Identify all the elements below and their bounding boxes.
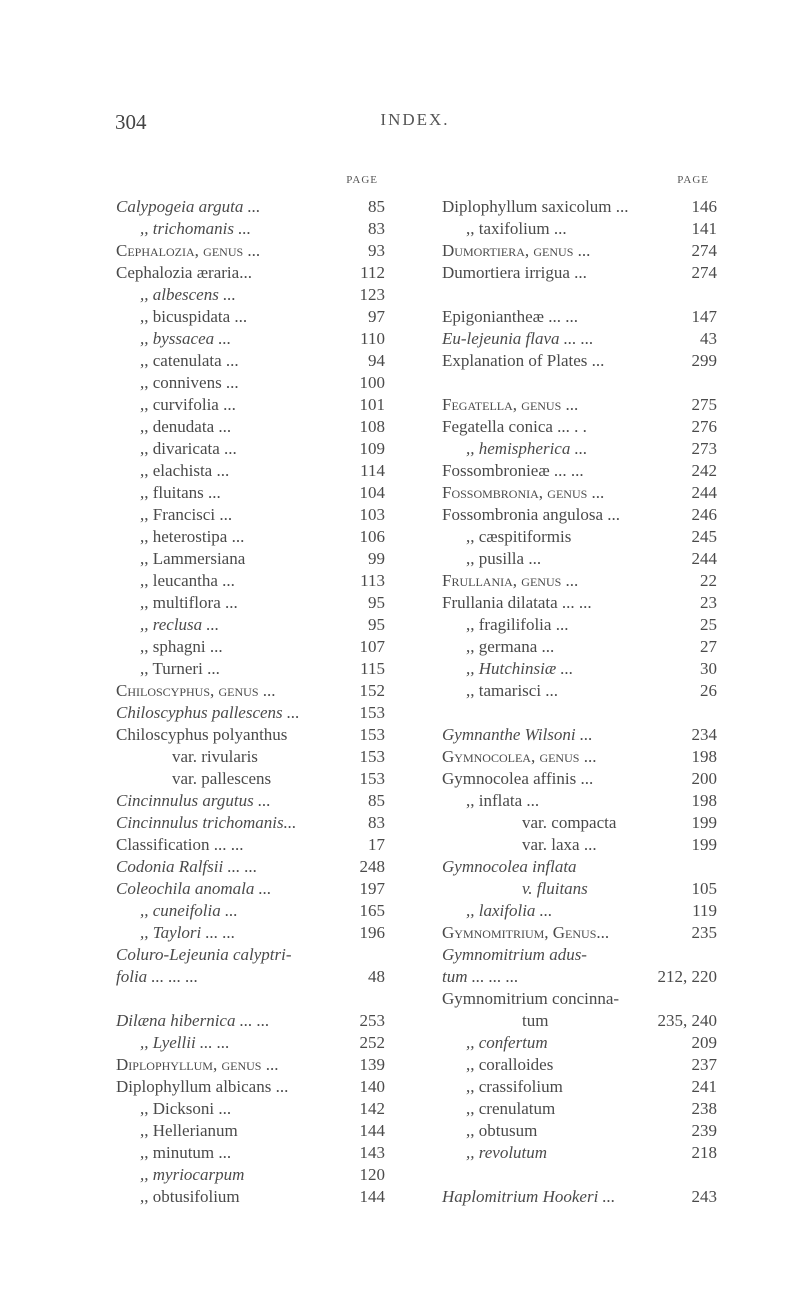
entry-page-number: 108 <box>359 417 385 436</box>
index-entry <box>442 1054 717 1076</box>
entry-text: Cincinnulus argutus ... <box>116 791 271 810</box>
entry-page-number: 105 <box>691 879 717 898</box>
entry-text: ,, trichomanis ... <box>140 219 251 238</box>
index-entry <box>116 834 450 856</box>
index-entry <box>442 988 717 1010</box>
index-entry <box>116 746 450 768</box>
entry-text: ,, Lammersiana <box>140 549 246 568</box>
entry-text: ,, connivens ... <box>140 373 239 392</box>
entry-text: ,, leucantha ... <box>140 571 235 590</box>
entry-text: Coluro-Lejeunia calyptri- <box>116 945 292 964</box>
index-entry <box>116 944 450 966</box>
index-entry <box>116 1054 450 1076</box>
entry-text: Gymnocolea, genus ... <box>442 747 597 766</box>
entry-text: ,, reclusa ... <box>140 615 220 634</box>
index-entry <box>442 504 717 526</box>
entry-page-number: 165 <box>359 901 385 920</box>
index-entry <box>116 988 450 1010</box>
entry-text: ,, Lyellii ... ... <box>140 1033 230 1052</box>
index-entry <box>116 856 450 878</box>
index-entry <box>116 1010 450 1032</box>
entry-page-number: 234 <box>691 725 717 744</box>
index-entry <box>442 878 717 900</box>
entry-text: ,, albescens ... <box>140 285 236 304</box>
entry-page-number: 142 <box>359 1099 385 1118</box>
entry-page-number: 17 <box>368 835 385 854</box>
entry-text: ,, Hutchinsiæ ... <box>466 659 574 678</box>
entry-page-number: 235 <box>691 923 717 942</box>
entry-page-number: 143 <box>359 1143 385 1162</box>
index-entry <box>442 944 717 966</box>
entry-text: Fossombronia angulosa ... <box>442 505 621 524</box>
entry-text: Fegatella, genus ... <box>442 395 579 414</box>
index-entry <box>442 1186 717 1208</box>
entry-page-number: 153 <box>359 725 385 744</box>
entry-page-number: 274 <box>691 263 717 282</box>
entry-text: Chiloscyphus pallescens ... <box>116 703 300 722</box>
index-entry <box>442 218 717 240</box>
entry-page-number: 248 <box>359 857 385 876</box>
entry-page-number: 112 <box>360 263 385 282</box>
entry-page-number: 241 <box>691 1077 717 1096</box>
entry-text: ,, denudata ... <box>140 417 232 436</box>
entry-page-number: 144 <box>359 1187 385 1206</box>
entry-page-number: 140 <box>359 1077 385 1096</box>
entry-text: Haplomitrium Hookeri ... <box>442 1187 616 1206</box>
entry-text: Diplophyllum saxicolum ... <box>442 197 629 216</box>
entry-text: Coleochila anomala ... <box>116 879 272 898</box>
entry-text: ,, confertum <box>466 1033 548 1052</box>
index-entry <box>116 504 450 526</box>
entry-text: Calypogeia arguta ... <box>116 197 261 216</box>
entry-text: ,, tamarisci ... <box>466 681 559 700</box>
entry-page-number: 48 <box>368 967 385 986</box>
entry-text: Chiloscyphus polyanthus <box>116 725 288 744</box>
index-entry <box>442 262 717 284</box>
entry-page-number: 103 <box>359 505 385 524</box>
entry-page-number: 209 <box>691 1033 717 1052</box>
entry-text: ,, sphagni ... <box>140 637 223 656</box>
index-entry <box>442 284 717 306</box>
entry-page-number: 299 <box>691 351 717 370</box>
entry-text: Frullania dilatata ... ... <box>442 593 592 612</box>
entry-page-number: 95 <box>368 615 385 634</box>
entry-text: ,, crassifolium <box>466 1077 563 1096</box>
entry-text: folia ... ... ... <box>116 967 199 986</box>
entry-page-number: 107 <box>359 637 385 656</box>
entry-text: ,, germana ... <box>466 637 555 656</box>
entry-page-number: 244 <box>691 549 717 568</box>
index-entry <box>116 284 450 306</box>
entry-text: Gymnomitrium concinna- <box>442 989 620 1008</box>
entry-page-number: 106 <box>359 527 385 546</box>
entry-page-number: 198 <box>691 747 717 766</box>
index-entry <box>442 1098 717 1120</box>
entry-text: Cephalozia æraria... <box>116 263 252 282</box>
entry-text: ,, Dicksoni ... <box>140 1099 232 1118</box>
entry-page-number: 26 <box>700 681 717 700</box>
index-entry <box>116 1032 450 1054</box>
entry-page-number: 113 <box>360 571 385 590</box>
entry-page-number: 239 <box>691 1121 717 1140</box>
entry-text: ,, byssacea ... <box>140 329 232 348</box>
entry-page-number: 94 <box>368 351 385 370</box>
index-entry <box>442 834 717 856</box>
index-entry <box>116 372 450 394</box>
entry-page-number: 43 <box>700 329 717 348</box>
index-entry <box>442 1142 717 1164</box>
page-number: 304 <box>115 110 147 134</box>
index-entry <box>116 460 450 482</box>
entry-page-number: 30 <box>700 659 717 678</box>
entry-page-number: 199 <box>691 813 717 832</box>
page-header <box>115 110 715 136</box>
entry-text: Dumortiera irrigua ... <box>442 263 587 282</box>
entry-text: ,, myriocarpum <box>140 1165 245 1184</box>
index-entry <box>442 416 717 438</box>
entry-text: ,, divaricata ... <box>140 439 237 458</box>
entry-page-number: 123 <box>359 285 385 304</box>
index-entry <box>116 790 450 812</box>
index-entry <box>442 724 717 746</box>
entry-page-number: 153 <box>359 769 385 788</box>
entry-text: ,, fragilifolia ... <box>466 615 569 634</box>
entry-page-number: 153 <box>359 747 385 766</box>
entry-page-number: 99 <box>368 549 385 568</box>
index-entry <box>116 416 450 438</box>
index-entry <box>116 768 450 790</box>
entry-page-number: 114 <box>360 461 385 480</box>
index-entry <box>442 526 717 548</box>
index-entry <box>442 592 717 614</box>
entry-text: var. laxa ... <box>522 835 597 854</box>
entry-text: v. fluitans <box>522 879 588 898</box>
index-entry <box>442 240 717 262</box>
entry-page-number: 95 <box>368 593 385 612</box>
entry-text: Fegatella conica ... . . <box>442 417 587 436</box>
entry-text: tum ... ... ... <box>442 967 519 986</box>
entry-page-number: 235, 240 <box>657 1011 717 1030</box>
index-entry <box>116 482 450 504</box>
entry-page-number: 83 <box>368 813 385 832</box>
column-heading: PAGE <box>346 174 378 186</box>
entry-page-number: 115 <box>360 659 385 678</box>
index-entry <box>442 1120 717 1142</box>
index-entry <box>116 1142 450 1164</box>
entry-page-number: 152 <box>359 681 385 700</box>
entry-page-number: 199 <box>691 835 717 854</box>
index-entry <box>116 1164 450 1186</box>
index-entry <box>116 570 450 592</box>
entry-page-number: 97 <box>368 307 385 326</box>
entry-text: Fossombronia, genus ... <box>442 483 605 502</box>
entry-text: Frullania, genus ... <box>442 571 579 590</box>
index-entry <box>442 922 717 944</box>
entry-text: var. compacta <box>522 813 617 832</box>
entry-text: Diplophyllum albicans ... <box>116 1077 289 1096</box>
index-entry <box>442 306 717 328</box>
entry-text: Fossombronieæ ... ... <box>442 461 584 480</box>
entry-page-number: 153 <box>359 703 385 722</box>
entry-text: ,, inflata ... <box>466 791 540 810</box>
entry-page-number: 83 <box>368 219 385 238</box>
index-entry <box>116 702 450 724</box>
index-entry <box>116 328 450 350</box>
entry-page-number: 200 <box>691 769 717 788</box>
running-title: INDEX. <box>380 110 450 129</box>
index-entry <box>116 658 450 680</box>
entry-text: ,, obtusum <box>466 1121 538 1140</box>
entry-page-number: 119 <box>692 901 717 920</box>
entry-page-number: 104 <box>359 483 385 502</box>
entry-page-number: 275 <box>691 395 717 414</box>
entry-text: Dilæna hibernica ... ... <box>116 1011 270 1030</box>
entry-page-number: 120 <box>359 1165 385 1184</box>
entry-text: var. pallescens <box>172 769 272 788</box>
index-entry <box>116 614 450 636</box>
entry-text: ,, revolutum <box>466 1143 548 1162</box>
entry-text: Chiloscyphus, genus ... <box>116 681 276 700</box>
entry-page-number: 101 <box>359 395 385 414</box>
index-entry <box>116 680 450 702</box>
index-entry <box>442 460 717 482</box>
entry-page-number: 25 <box>700 615 717 634</box>
index-entry <box>442 482 717 504</box>
index-column-right <box>442 174 717 1208</box>
entry-text: ,, minutum ... <box>140 1143 232 1162</box>
index-entry <box>442 702 717 724</box>
entry-text: ,, Taylori ... ... <box>140 923 236 942</box>
entry-text: Gymnanthe Wilsoni ... <box>442 725 593 744</box>
index-entry <box>442 328 717 350</box>
entry-text: ,, fluitans ... <box>140 483 221 502</box>
entry-text: Cephalozia, genus ... <box>116 241 261 260</box>
entry-text: ,, cuneifolia ... <box>140 901 238 920</box>
index-entry <box>442 768 717 790</box>
index-entry <box>442 614 717 636</box>
entry-text: ,, Hellerianum <box>140 1121 238 1140</box>
entry-page-number: 237 <box>691 1055 717 1074</box>
entry-page-number: 100 <box>359 373 385 392</box>
index-entry <box>442 438 717 460</box>
entry-page-number: 141 <box>691 219 717 238</box>
entry-page-number: 243 <box>691 1187 717 1206</box>
index-entry <box>442 1164 717 1186</box>
entry-page-number: 196 <box>359 923 385 942</box>
index-entry <box>442 900 717 922</box>
entry-page-number: 27 <box>700 637 717 656</box>
entry-text: ,, cæspitiformis <box>466 527 572 546</box>
index-entry <box>116 218 450 240</box>
entry-page-number: 93 <box>368 241 385 260</box>
index-entry <box>116 592 450 614</box>
index-entry <box>442 812 717 834</box>
entry-text: Cincinnulus trichomanis... <box>116 813 297 832</box>
entry-page-number: 245 <box>691 527 717 546</box>
index-entry <box>116 1186 450 1208</box>
entry-page-number: 246 <box>691 505 717 524</box>
index-entry <box>116 306 450 328</box>
index-entry <box>116 878 450 900</box>
entry-page-number: 212, 220 <box>657 967 717 986</box>
index-entry <box>116 394 450 416</box>
entry-text: Gymnomitrium adus- <box>442 945 587 964</box>
index-entry <box>442 196 717 218</box>
index-entry <box>442 790 717 812</box>
index-entry <box>116 966 450 988</box>
entry-text: Gymnocolea affinis ... <box>442 769 594 788</box>
entry-page-number: 276 <box>691 417 717 436</box>
entry-page-number: 253 <box>359 1011 385 1030</box>
entry-text: Gymnomitrium, Genus... <box>442 923 610 942</box>
index-entry <box>116 636 450 658</box>
entry-text: ,, Francisci ... <box>140 505 233 524</box>
entry-page-number: 144 <box>359 1121 385 1140</box>
index-entry <box>116 526 450 548</box>
entry-text: ,, pusilla ... <box>466 549 542 568</box>
index-entry <box>116 240 450 262</box>
index-entry <box>116 922 450 944</box>
index-entry <box>442 350 717 372</box>
entry-text: ,, curvifolia ... <box>140 395 236 414</box>
entry-text: ,, heterostipa ... <box>140 527 245 546</box>
index-entry <box>116 812 450 834</box>
entry-text: tum <box>522 1011 549 1030</box>
index-entry <box>442 658 717 680</box>
entry-page-number: 244 <box>691 483 717 502</box>
entry-page-number: 85 <box>368 197 385 216</box>
entry-text: ,, crenulatum <box>466 1099 556 1118</box>
index-entry <box>116 262 450 284</box>
index-entry <box>442 570 717 592</box>
index-entry <box>116 548 450 570</box>
entry-text: ,, laxifolia ... <box>466 901 553 920</box>
entry-text: Codonia Ralfsii ... ... <box>116 857 258 876</box>
entry-text: ,, catenulata ... <box>140 351 239 370</box>
index-entry <box>116 350 450 372</box>
entry-text: ,, taxifolium ... <box>466 219 567 238</box>
entry-text: Explanation of Plates ... <box>442 351 605 370</box>
entry-text: ,, hemispherica ... <box>466 439 588 458</box>
index-entry <box>116 1120 450 1142</box>
entry-text: Gymnocolea inflata <box>442 857 577 876</box>
entry-page-number: 218 <box>691 1143 717 1162</box>
entry-text: Dumortiera, genus ... <box>442 241 591 260</box>
entry-text: ,, coralloides <box>466 1055 554 1074</box>
index-entry <box>442 372 717 394</box>
entry-text: Eu-lejeunia flava ... ... <box>442 329 594 348</box>
entry-page-number: 110 <box>360 329 385 348</box>
entry-text: var. rivularis <box>172 747 258 766</box>
index-entry <box>116 1076 450 1098</box>
entry-text: ,, multiflora ... <box>140 593 238 612</box>
entry-page-number: 252 <box>359 1033 385 1052</box>
entry-text: Diplophyllum, genus ... <box>116 1055 279 1074</box>
index-entry <box>116 1098 450 1120</box>
entry-page-number: 23 <box>700 593 717 612</box>
entry-text: Classification ... ... <box>116 835 244 854</box>
index-column-left <box>116 174 450 1208</box>
entry-page-number: 146 <box>691 197 717 216</box>
index-entry <box>442 1076 717 1098</box>
index-entry <box>442 636 717 658</box>
entry-text: ,, Turneri ... <box>140 659 220 678</box>
entry-page-number: 273 <box>691 439 717 458</box>
index-entry <box>442 394 717 416</box>
entry-page-number: 198 <box>691 791 717 810</box>
entry-page-number: 242 <box>691 461 717 480</box>
index-entry <box>116 900 450 922</box>
index-entry <box>442 856 717 878</box>
entry-page-number: 274 <box>691 241 717 260</box>
entry-page-number: 139 <box>359 1055 385 1074</box>
entry-page-number: 22 <box>700 571 717 590</box>
entry-page-number: 147 <box>691 307 717 326</box>
entry-page-number: 197 <box>359 879 385 898</box>
entry-page-number: 109 <box>359 439 385 458</box>
entry-page-number: 85 <box>368 791 385 810</box>
index-entry <box>442 746 717 768</box>
index-entry <box>116 196 450 218</box>
index-entry <box>442 966 717 988</box>
index-entry <box>442 548 717 570</box>
entry-page-number: 238 <box>691 1099 717 1118</box>
entry-text: ,, bicuspidata ... <box>140 307 248 326</box>
index-entry <box>442 680 717 702</box>
entry-text: ,, elachista ... <box>140 461 230 480</box>
index-entry <box>442 1010 717 1032</box>
index-entry <box>116 438 450 460</box>
column-heading: PAGE <box>677 174 709 186</box>
entry-text: Epigoniantheæ ... ... <box>442 307 578 326</box>
index-entry <box>442 1032 717 1054</box>
index-entry <box>116 724 450 746</box>
entry-text: ,, obtusifolium <box>140 1187 240 1206</box>
